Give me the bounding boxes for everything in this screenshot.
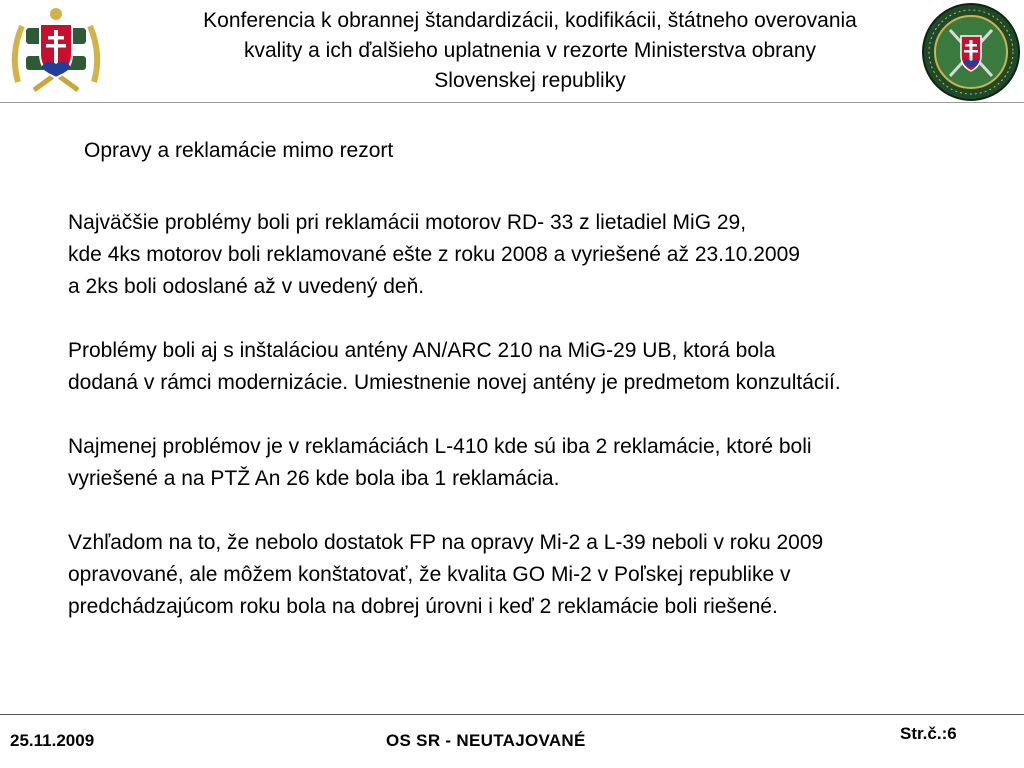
footer-classification: OS SR - NEUTAJOVANÉ: [386, 731, 586, 750]
paragraph-line: Najmenej problémov je v reklamáciách L-410 kde sú iba 2 reklamácie, ktoré boli: [68, 435, 812, 458]
paragraph-line: Problémy boli aj s inštaláciou antény AN/ARC 210 na MiG-29 UB, ktorá bola: [68, 339, 776, 362]
paragraph-line: opravované, ale môžem konštatovať, že kvalita GO Mi-2 v Poľskej republike v: [68, 563, 791, 586]
coat-of-arms-logo: [4, 4, 108, 100]
slide-subtitle: Opravy a reklamácie mimo rezort: [84, 139, 394, 162]
body-text: [68, 207, 1020, 655]
header-title-line: Slovenskej republiky: [434, 69, 626, 92]
footer-page-number: Str.č.:6: [900, 724, 957, 743]
paragraph-line: Vzhľadom na to, že nebolo dostatok FP na opravy Mi-2 a L-39 neboli v roku 2009: [68, 531, 824, 554]
coat-of-arms-emblem-icon: [4, 4, 108, 100]
header-title: [120, 6, 940, 96]
paragraph-line: predchádzajúcom roku bola na dobrej úrovni i keď 2 reklamácie boli riešené.: [68, 595, 778, 618]
military-seal-logo: [920, 2, 1022, 102]
round-military-seal-icon: [920, 2, 1022, 102]
paragraph-line: kde 4ks motorov boli reklamované ešte z roku 2008 a vyriešené až 23.10.2009: [68, 243, 800, 266]
footer-date: 25.11.2009: [10, 731, 95, 750]
paragraph: [68, 335, 1020, 399]
paragraph-line: a 2ks boli odoslané až v uvedený deň.: [68, 275, 425, 298]
paragraph-line: Najväčšie problémy boli pri reklamácii motorov RD- 33 z lietadiel MiG 29,: [68, 211, 747, 234]
footer-divider: [0, 714, 1024, 715]
paragraph: [68, 207, 1020, 303]
paragraph: [68, 527, 1020, 623]
paragraph-line: vyriešené a na PTŽ An 26 kde bola iba 1 reklamácia.: [68, 467, 560, 490]
header-title-line: kvality a ich ďalšieho uplatnenia v rezorte Ministerstva obrany: [243, 39, 816, 62]
paragraph-line: dodaná v rámci modernizácie. Umiestnenie novej antény je predmetom konzultácií.: [68, 371, 841, 394]
header-divider: [0, 102, 1024, 103]
paragraph: [68, 431, 1020, 495]
header-title-line: Konferencia k obrannej štandardizácii, kodifikácii, štátneho overovania: [203, 9, 857, 32]
